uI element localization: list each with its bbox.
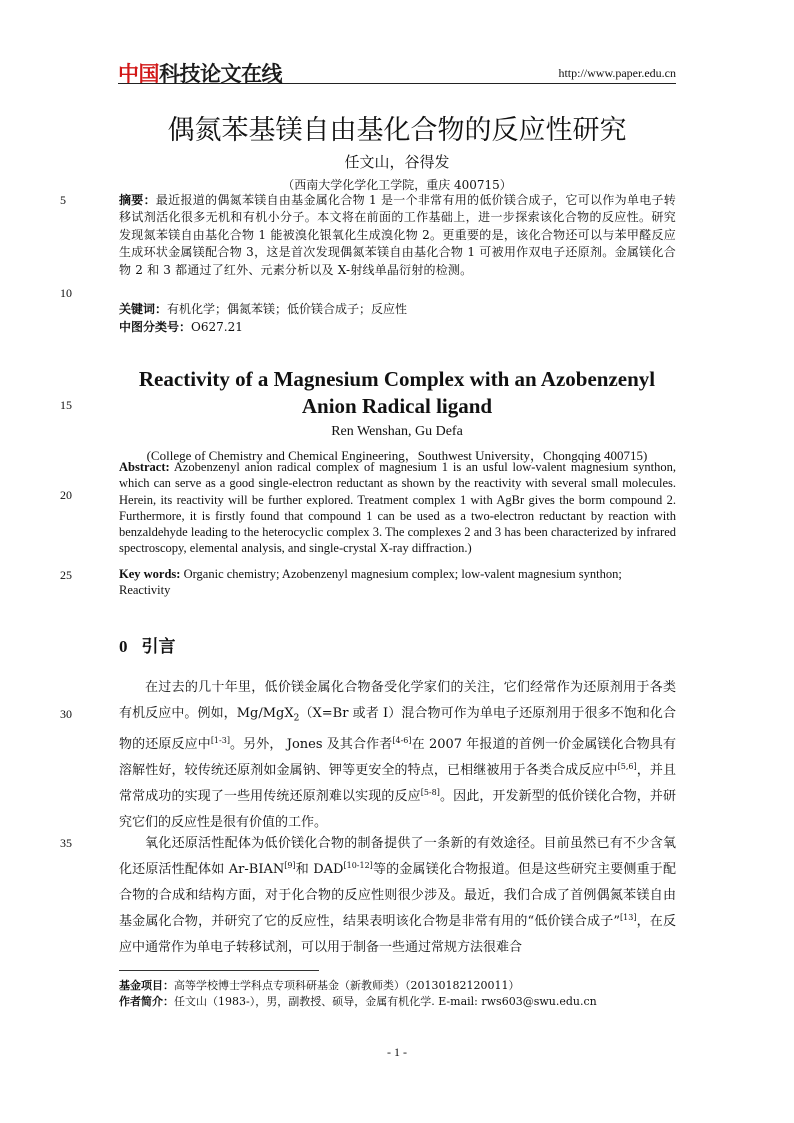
site-logo xyxy=(118,58,282,86)
body-text: 和 DAD xyxy=(295,862,344,877)
citation-ref[interactable]: [4-6] xyxy=(392,735,412,745)
classification-number xyxy=(119,318,243,335)
line-number: 30 xyxy=(60,707,72,721)
author-bio-text: 任文山（1983-），男，副教授、硕导，金属有机化学. E-mail: rws603@swu.edu.cn xyxy=(174,995,597,1008)
chinese-title: 偶氮苯基镁自由基化合物的反应性研究 xyxy=(167,115,627,146)
section-number: 0 xyxy=(119,637,128,656)
line-number: 25 xyxy=(60,568,72,582)
chinese-affiliation: （西南大学化学化工学院，重庆 400715） xyxy=(282,178,512,192)
line-number: 5 xyxy=(60,193,66,207)
line-number: 10 xyxy=(60,286,72,300)
citation-ref[interactable]: [5,6] xyxy=(617,761,637,771)
english-keywords xyxy=(119,566,676,599)
classification-value: O627.21 xyxy=(191,320,243,334)
chinese-abstract-text: 最近报道的偶氮苯镁自由基金属化合物 1 是一个非常有用的低价镁合成子，它可以作为单电子转移试剂活化很多无机和有机小分子。本文将在前面的工作基础上，进一步探索该化合物的反应性。研究发现氮苯镁自由基化合物 1 能被溴化银氧化生成溴化物 2。更重要的是，该化合物还可以与苯甲醛反应生成环状金属镁配合物 3，这是首次发现偶氮苯镁自由基化合物 1 可被用作双电子还原剂。金属镁化合物 2 和 3 都通过了红外、元素分析以及 X-射线单晶衍射的检测。 xyxy=(119,193,676,277)
english-affiliation: (College of Chemistry and Chemical Engineering，Southwest University，Chongqing 400715) xyxy=(146,448,648,463)
body-text: 等的金属镁化合物报道。但是这些研究主要侧重于配合物的合成和结构方面，对于化合物的反应性则很少涉及。最近，我们合成了首例偶氮苯镁自由基金属化合物，并研究了它的反应性，结果表明该化合物是非常有用的“低价镁合成子” xyxy=(119,862,676,929)
english-keywords-text: Organic chemistry; Azobenzenyl magnesium complex; low-valent magnesium synthon; Reactivity xyxy=(119,567,622,598)
english-authors: Ren Wenshan, Gu Defa xyxy=(331,424,463,439)
intro-paragraph-2 xyxy=(119,831,676,961)
footnote-divider xyxy=(119,970,319,971)
citation-ref[interactable]: [13] xyxy=(620,913,637,922)
citation-ref[interactable]: [10-12] xyxy=(343,861,373,870)
body-text: ，在反应中通常作为单电子转移试剂，可以用于制备一些通过常规方法很难合 xyxy=(119,914,676,955)
line-number: 15 xyxy=(60,398,72,412)
citation-ref[interactable]: [9] xyxy=(284,861,296,870)
chinese-abstract xyxy=(119,192,676,279)
intro-paragraph-1 xyxy=(119,675,676,836)
english-title xyxy=(0,366,794,420)
page-number: - 1 - xyxy=(387,1045,407,1059)
body-text: 。另外， Jones 及其合作者 xyxy=(229,736,393,752)
english-abstract xyxy=(119,459,676,557)
english-abstract-text: Azobenzenyl anion radical complex of magnesium 1 is an usful low-valent magnesium synthon, which can serve as a good single-electron reductant as shown by the reactivity with several small molecules. Herein, its reactivity will be further explored. Treatment complex 1 with AgBr gives the borm compound 2. Furthermore, it is firstly found that compound 1 can be used as a two-electron reductant by reaction with benzaldehyde leading to the heterocyclic complex 3. The complexes 2 and 3 has been characterized by infrared spectroscopy, elemental analysis, and single-crystal X-ray diffraction.) xyxy=(119,460,677,556)
line-number: 20 xyxy=(60,488,72,502)
classification-label: 中图分类号： xyxy=(119,320,192,334)
chinese-abstract-label: 摘要： xyxy=(119,193,156,207)
body-text: 在过去的几十年里，低价镁金属化合物备受化学家们的关注，它们经常作为还原剂用于各类有机反应中。例如，Mg/MgX xyxy=(119,680,676,721)
footnote-author xyxy=(119,993,597,1009)
subscript: 2 xyxy=(293,713,300,724)
body-text: 在 2007 年报道的首例一价金属镁化合物具有溶解性好，较传统还原剂如金属钠、钾等更安全的特点，已相继被用于各类合成反应中 xyxy=(119,736,676,778)
funding-text: 高等学校博士学科点专项科研基金（新教师类）（20130182120011） xyxy=(174,979,520,992)
section-title: 引言 xyxy=(141,637,176,657)
funding-label: 基金项目： xyxy=(119,979,174,992)
english-keywords-label: Key words: xyxy=(119,567,181,581)
english-title-line-2: Anion Radical ligand xyxy=(301,394,493,418)
site-url[interactable]: http://www.paper.edu.cn xyxy=(558,66,676,80)
logo-dark-text: 科技论文在线 xyxy=(159,62,282,86)
logo-red-text: 中国 xyxy=(118,62,159,86)
english-abstract-label: Abstract: xyxy=(119,460,170,474)
section-heading xyxy=(119,632,176,657)
header-divider xyxy=(118,83,676,84)
citation-ref[interactable]: [5-8] xyxy=(420,787,440,797)
chinese-authors: 任文山，谷得发 xyxy=(344,153,450,171)
english-title-line-1: Reactivity of a Magnesium Complex with an Azobenzenyl xyxy=(138,367,656,391)
line-number: 35 xyxy=(60,836,72,850)
chinese-keywords-text: 有机化学；偶氮苯镁；低价镁合成子；反应性 xyxy=(167,302,408,316)
body-text: （X=Br 或者 I）混合物可作为单电子还原剂用于很多不饱和化合物的还原反应中 xyxy=(119,706,676,752)
footnote-funding xyxy=(119,977,519,993)
body-text: 氧化还原活性配体为低价镁化合物的制备提供了一条新的有效途径。目前虽然已有不少含氧化还原活性配体如 Ar-BIAN xyxy=(119,836,676,877)
chinese-keywords xyxy=(119,300,407,317)
author-bio-label: 作者简介： xyxy=(119,995,174,1008)
chinese-keywords-label: 关键词： xyxy=(119,302,168,316)
citation-ref[interactable]: [1-3] xyxy=(210,735,230,745)
body-text: 。因此，开发新型的低价镁化合物，并研究它们的反应性是很有价值的工作。 xyxy=(119,788,676,830)
body-text: ，并且常常成功的实现了一些用传统还原剂难以实现的反应 xyxy=(119,762,676,804)
